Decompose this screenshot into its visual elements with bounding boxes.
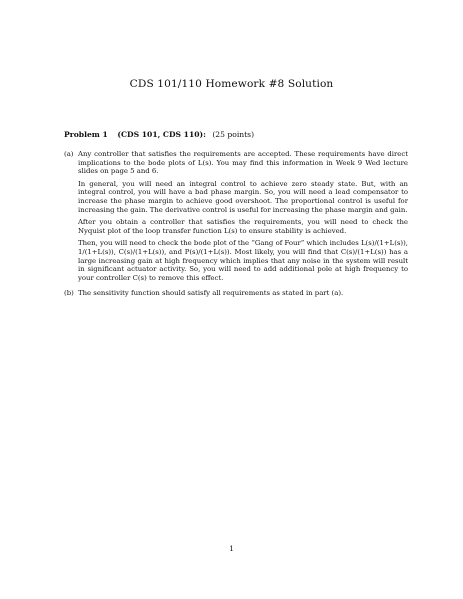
- part-a-label: (a): [64, 150, 74, 158]
- part-a-paragraph: Any controller that satisfies the requirements are accepted. These requirements have direct implications to the bode plots of L(s). You may find this information in Week 9 Wed lecture slides on page 5 and 6.: [78, 150, 408, 176]
- part-a-paragraph: In general, you will need an integral control to achieve zero steady state. But, with an integral control, you will have a bad phase margin. So, you will need a lead compensator to increase the phase margin to achieve good overshoot. The proportional control is useful for increasing the gain. The derivative control is useful for increasing the phase margin and gain.: [78, 179, 408, 214]
- problem-courses: (CDS 101, CDS 110):: [117, 130, 206, 139]
- part-b-label: (b): [64, 289, 74, 298]
- part-a: [64, 150, 408, 282]
- part-b-paragraph: The sensitivity function should satisfy all requirements as stated in part (a).: [78, 289, 344, 298]
- problem-heading: [64, 130, 254, 139]
- document-title: CDS 101/110 Homework #8 Solution: [129, 78, 334, 90]
- problem-points: (25 points): [212, 130, 255, 139]
- problem-label: Problem 1: [64, 130, 108, 139]
- part-b: [64, 289, 408, 298]
- part-a-paragraph: Then, you will need to check the bode plot of the “Gang of Four” which includes L(s)/(1+L(s)), 1/(1+L(s)), C(s)/(1+L(s)), and P(s)/(1+L(s)). Most likely, you will find that C(s)/(1+L(s)) has a large increasing gain at high frequency which implies that any noise in the system will result in significant actuator activity. So, you will need to add additional pole at high frequency to your controller C(s) to remove this effect.: [78, 239, 408, 282]
- problem-parts: [64, 150, 408, 298]
- page-number: 1: [229, 544, 234, 553]
- part-a-paragraph: After you obtain a controller that satisfies the requirements, you will need to check the Nyquist plot of the loop transfer function L(s) to ensure stability is achieved.: [78, 218, 408, 235]
